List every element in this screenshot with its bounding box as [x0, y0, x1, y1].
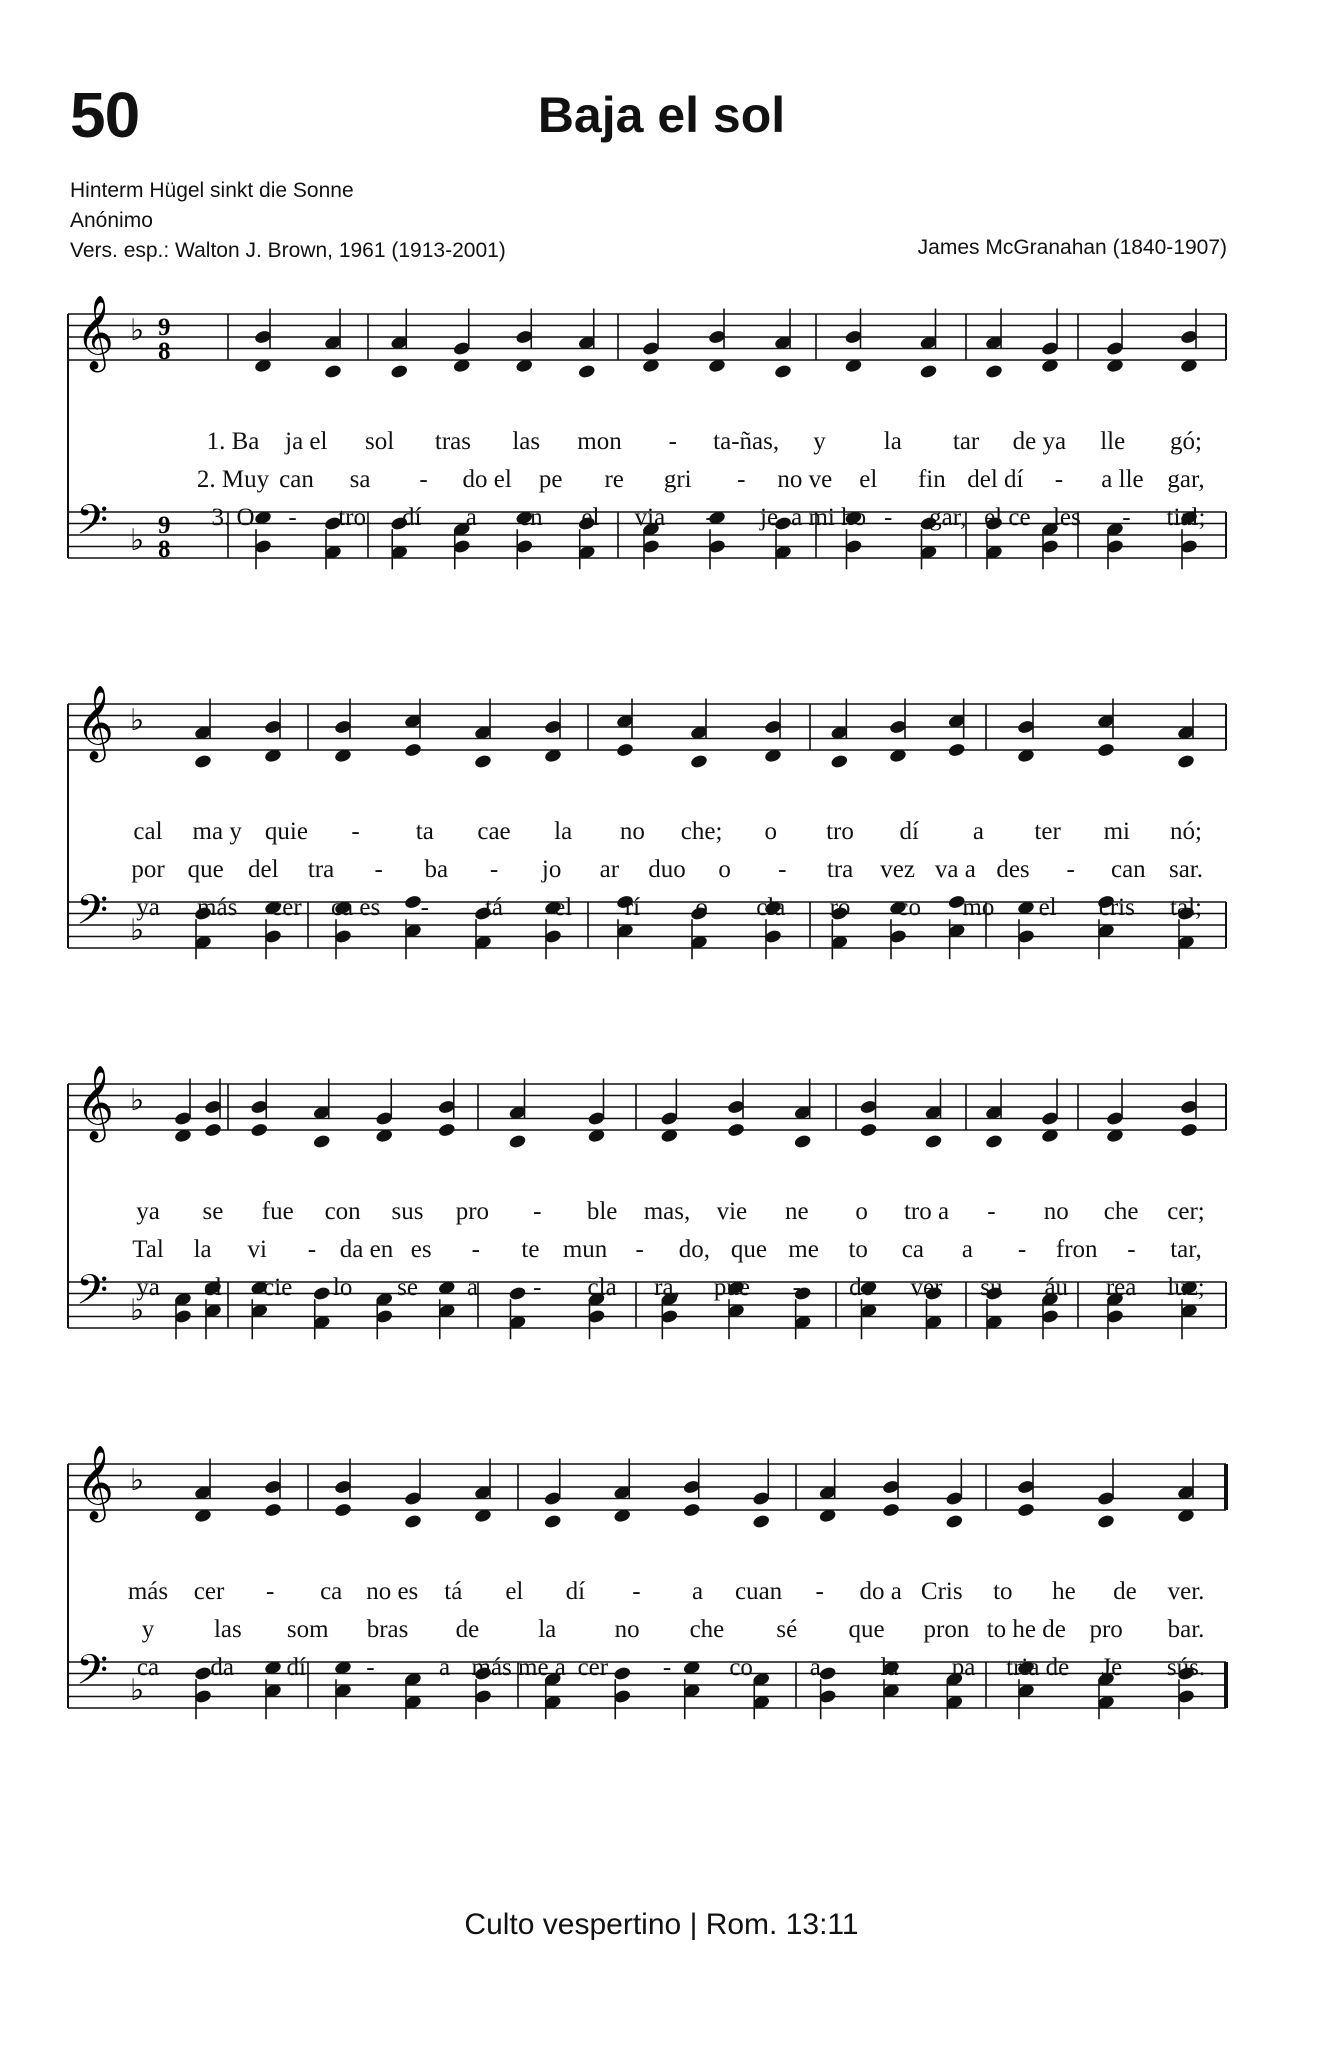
lyric-syllable: re — [604, 466, 624, 493]
treble-clef-icon: 𝄞 — [76, 296, 114, 370]
lyric-syllable: dí — [565, 1578, 586, 1605]
lyric-syllable: to he de — [986, 1616, 1066, 1643]
lyric-syllable: mas, — [643, 1198, 691, 1225]
lyric-syllable: gar, — [929, 504, 967, 531]
lyric-syllable: bras — [366, 1616, 409, 1643]
lyric-syllable: pue — [713, 1274, 750, 1301]
lyric-syllable: co — [729, 1654, 753, 1681]
footer-separator: | — [689, 1908, 698, 1941]
lyric-syllable: a — [809, 1654, 821, 1681]
lyric-syllable: de ya — [1012, 428, 1067, 455]
lyric-syllable: ta — [415, 818, 434, 845]
lyric-syllable: el — [581, 504, 600, 531]
lyric-syllable: sé — [776, 1616, 798, 1643]
notehead — [945, 1514, 964, 1530]
bass-clef-icon: 𝄢 — [76, 1646, 109, 1704]
lyric-syllable: - — [489, 856, 499, 883]
lyric-syllable: que — [187, 856, 224, 883]
lyric-syllable: cer — [577, 1654, 609, 1681]
flat-icon: ♭ — [130, 1463, 145, 1498]
lyric-syllable: 1. Ba — [206, 428, 260, 455]
lyric-syllable: tra — [307, 856, 335, 883]
lyric-syllable: la — [883, 428, 902, 455]
lyric-syllable: su — [980, 1274, 1003, 1301]
lyric-syllable: ca es — [330, 894, 381, 921]
lyric-syllable: sús. — [1166, 1654, 1206, 1681]
lyric-syllable: rea — [1105, 1274, 1137, 1301]
notehead — [774, 364, 793, 380]
notehead — [264, 1502, 283, 1518]
lyric-syllable: que — [730, 1236, 767, 1263]
bass-clef-icon: 𝄢 — [76, 496, 109, 554]
lyric-syllable: más me a — [471, 1654, 566, 1681]
lyric-syllable: - — [307, 1236, 317, 1263]
flat-icon: ♭ — [130, 703, 145, 738]
treble-clef-icon: 𝄞 — [76, 686, 114, 760]
lyric-syllable: ya — [136, 1198, 160, 1225]
lyric-syllable: tar — [952, 428, 980, 455]
lyric-syllable: mo — [962, 894, 995, 921]
lyric-syllable: fin — [917, 466, 946, 493]
lyric-syllable: pro — [455, 1198, 490, 1225]
original-title: Hinterm Hügel sinkt die Sonne — [70, 179, 354, 202]
lyric-syllable: - — [884, 504, 893, 531]
lyric-syllable: a mi ho — [791, 504, 867, 531]
lyric-syllable: da en — [339, 1236, 394, 1263]
lyric-syllable: cuan — [734, 1578, 783, 1605]
lyric-syllable: che — [689, 1616, 725, 1643]
lyrics-author: Anónimo — [70, 209, 153, 232]
lyric-syllable: el — [554, 894, 573, 921]
lyric-syllable: - — [533, 1274, 542, 1301]
lyric-syllable: mi — [1103, 818, 1130, 845]
lyric-syllable: do, — [678, 1236, 710, 1263]
lyric-syllable: o — [695, 894, 708, 921]
lyric-syllable: quie — [264, 818, 308, 845]
hymn-title: Baja el sol — [537, 87, 786, 143]
lyric-syllable: no — [614, 1616, 640, 1643]
lyric-syllable: - — [1017, 1236, 1027, 1263]
lyric-syllable: nó; — [1170, 818, 1202, 845]
composer-credit: James McGranahan (1840-1907) — [917, 236, 1227, 259]
lyric-syllable: vie — [716, 1198, 748, 1225]
lyric-syllable: - — [1054, 466, 1064, 493]
lyric-syllable: sar. — [1168, 856, 1204, 883]
music-system-4 — [68, 1446, 1226, 1800]
time-signature-bottom: 8 — [158, 338, 171, 365]
notehead — [830, 754, 849, 770]
lyric-syllable: de — [455, 1616, 480, 1643]
lyric-syllable: es — [410, 1236, 432, 1263]
lyric-syllable: el — [203, 1274, 222, 1301]
lyric-syllable: tial; — [1166, 504, 1206, 531]
lyric-syllable: - — [792, 1274, 801, 1301]
lyric-syllable: tra — [826, 856, 854, 883]
lyric-syllable: to — [993, 1578, 1013, 1605]
lyric-syllable: a — [466, 1274, 478, 1301]
notehead — [404, 1514, 423, 1530]
notehead — [985, 1134, 1004, 1150]
lyric-syllable: no — [619, 818, 645, 845]
lyric-syllable: el — [505, 1578, 524, 1605]
credits-block — [70, 176, 506, 266]
lyric-syllable: ma y — [192, 818, 242, 845]
hymn-number: 50 — [70, 79, 140, 151]
lyric-syllable: do el — [462, 466, 512, 493]
lyric-syllable: o — [764, 818, 778, 845]
lyric-syllable: - — [705, 504, 714, 531]
notehead — [543, 1514, 562, 1530]
lyric-syllable: - — [815, 1578, 824, 1605]
lyric-syllable: rí — [624, 894, 641, 921]
lyric-syllable: el — [859, 466, 878, 493]
lyric-syllable: la — [538, 1616, 557, 1643]
lyric-syllable: las — [213, 1616, 242, 1643]
lyric-syllable: tria de — [1006, 1654, 1070, 1681]
verse-line-1 — [68, 1198, 1226, 1234]
lyric-syllable: pe — [538, 466, 563, 493]
lyric-syllable: che — [1103, 1198, 1139, 1225]
lyric-syllable: lo — [332, 1274, 353, 1301]
notehead — [985, 364, 1004, 380]
verse-line-1 — [68, 1578, 1226, 1614]
lyric-syllable: más — [197, 894, 238, 921]
time-signature-bottom: 8 — [158, 536, 171, 563]
notehead — [437, 1122, 456, 1138]
lyric-syllable: som — [286, 1616, 329, 1643]
verse-line-1 — [68, 818, 1226, 854]
lyric-syllable: tras — [434, 428, 471, 455]
lyric-syllable: do — [849, 1274, 875, 1301]
lyric-syllable: se — [397, 1274, 418, 1301]
lyric-syllable: - — [419, 466, 428, 493]
lyric-syllable: - — [737, 466, 746, 493]
lyric-syllable: del dí — [967, 466, 1024, 493]
bass-clef-icon: 𝄢 — [76, 1266, 109, 1324]
notehead — [334, 1502, 353, 1518]
notehead — [474, 754, 493, 770]
lyric-syllable: cla — [756, 894, 786, 921]
lyric-syllable: con — [324, 1198, 361, 1225]
lyric-syllable: les — [1052, 504, 1081, 531]
lyric-syllable: tá — [484, 894, 504, 921]
verse-line-1 — [68, 428, 1226, 464]
lyric-syllable: - — [1122, 504, 1131, 531]
music-system-1 — [68, 296, 1226, 650]
lyric-syllable: ra, — [654, 1274, 680, 1301]
notehead — [919, 364, 938, 380]
lyric-syllable: dí — [286, 1654, 307, 1681]
lyric-syllable: ba — [424, 856, 449, 883]
lyric-syllable: lle — [1100, 428, 1126, 455]
lyric-syllable: vi — [247, 1236, 267, 1263]
lyric-syllable: a — [691, 1578, 704, 1605]
music-system-3 — [68, 1066, 1226, 1420]
lyric-syllable: - — [374, 856, 383, 883]
lyric-syllable: cie — [263, 1274, 293, 1301]
lyric-syllable: sus — [391, 1198, 424, 1225]
time-signature-top: 9 — [158, 512, 171, 539]
lyric-syllable: del — [248, 856, 279, 883]
lyric-syllable: ja el — [285, 428, 328, 455]
lyric-syllable: da — [210, 1654, 234, 1681]
lyric-syllable: ne — [784, 1198, 809, 1225]
lyric-syllable: cla — [587, 1274, 617, 1301]
flat-icon: ♭ — [130, 1673, 145, 1708]
lyric-syllable: cal — [133, 818, 163, 845]
lyric-syllable: ya — [136, 1274, 160, 1301]
notehead — [404, 742, 423, 758]
notehead — [752, 1514, 771, 1530]
lyric-syllable: ca — [320, 1578, 343, 1605]
notehead — [1097, 1514, 1116, 1530]
lyric-syllable: a — [961, 1236, 974, 1263]
lyric-syllable: cer; — [1167, 1198, 1205, 1225]
lyric-syllable: duo — [648, 856, 686, 883]
lyric-syllable: a lle — [1101, 466, 1144, 493]
lyric-syllable: ver. — [1167, 1578, 1205, 1605]
flat-icon: ♭ — [130, 523, 145, 558]
lyric-syllable: fue — [261, 1198, 294, 1225]
notehead — [947, 742, 966, 758]
lyric-syllable: - — [662, 1654, 672, 1681]
lyric-syllable: ta-ñas, — [713, 428, 780, 455]
footer — [0, 1908, 1323, 1942]
lyric-syllable: luz; — [1167, 1274, 1205, 1301]
verse-line-2 — [68, 466, 1226, 502]
verse-line-3 — [68, 504, 1226, 540]
lyric-syllable: gar, — [1167, 466, 1205, 493]
lyric-syllable: el — [1038, 894, 1057, 921]
lyric-syllable: via — [634, 504, 666, 531]
lyric-syllable: mon — [577, 428, 622, 455]
lyric-syllable: áu — [1044, 1274, 1069, 1301]
lyric-syllable: - — [635, 1236, 644, 1263]
lyric-syllable: fron — [1055, 1236, 1098, 1263]
verse-line-2 — [68, 1616, 1226, 1652]
lyric-syllable: do a — [859, 1578, 902, 1605]
lyric-syllable: - — [533, 1198, 542, 1225]
lyric-syllable: de — [1113, 1578, 1137, 1605]
lyric-syllable: - — [471, 1236, 480, 1263]
lyric-syllable: a — [465, 504, 477, 531]
notehead — [882, 1502, 901, 1518]
verse-line-3 — [68, 894, 1226, 930]
lyric-syllable: ar — [599, 856, 620, 883]
lyric-syllable: he — [1052, 1578, 1076, 1605]
lyric-syllable: pron — [923, 1616, 970, 1643]
lyric-syllable: 2. Muy — [196, 466, 270, 493]
lyric-syllable: - — [1127, 1236, 1136, 1263]
lyric-syllable: - — [632, 1578, 641, 1605]
lyric-syllable: tal; — [1170, 894, 1202, 921]
lyric-syllable: Je — [1101, 1654, 1123, 1681]
lyric-syllable: ver — [910, 1274, 943, 1301]
lyric-syllable: dí — [899, 818, 919, 845]
lyric-syllable: y — [813, 428, 826, 455]
lyric-syllable: ca — [901, 1236, 924, 1263]
verse-line-3 — [68, 1654, 1226, 1690]
notehead — [1017, 1502, 1036, 1518]
lyric-syllable: me — [788, 1236, 819, 1263]
lyric-syllable: la — [880, 1654, 899, 1681]
lyric-syllable: va a — [934, 856, 976, 883]
lyric-syllable: - — [987, 1198, 996, 1225]
lyric-syllable: che; — [680, 818, 723, 845]
lyric-syllable: sa — [349, 466, 371, 493]
lyric-syllable: pro — [1089, 1616, 1123, 1643]
lyric-syllable: cris — [1098, 894, 1135, 921]
lyric-syllable: - — [265, 1578, 275, 1605]
bass-clef-icon: 𝄢 — [76, 886, 109, 944]
footer-theme: Culto vespertino — [464, 1908, 682, 1941]
lyric-syllable: - — [366, 1654, 375, 1681]
lyric-syllable: Tal — [132, 1236, 164, 1263]
lyric-syllable: más — [127, 1578, 169, 1605]
treble-clef-icon: 𝄞 — [76, 1066, 114, 1140]
lyric-syllable: tro a — [903, 1198, 950, 1225]
notehead — [924, 1134, 943, 1150]
lyric-syllable: a — [972, 818, 984, 845]
notehead — [312, 1134, 331, 1150]
lyric-syllable: y — [141, 1616, 155, 1643]
lyric-syllable: se — [202, 1198, 224, 1225]
lyric-syllable: - — [778, 856, 787, 883]
lyric-syllable: vez — [880, 856, 916, 883]
music-system-2 — [68, 686, 1226, 1040]
lyric-syllable: que — [848, 1616, 885, 1643]
verse-line-3 — [68, 1274, 1226, 1310]
notehead — [204, 1122, 223, 1138]
lyric-syllable: 3. O — [211, 504, 255, 531]
lyric-syllable: tá — [444, 1578, 463, 1605]
lyric-syllable: o — [855, 1198, 868, 1225]
flat-icon: ♭ — [130, 913, 145, 948]
lyric-syllable: cer — [193, 1578, 225, 1605]
lyric-syllable: no ve — [777, 466, 833, 493]
notehead — [577, 364, 596, 380]
flat-icon: ♭ — [130, 1293, 145, 1328]
lyric-syllable: el ce — [984, 504, 1031, 531]
lyric-syllable: gri — [663, 466, 692, 493]
lyric-syllable: en — [519, 504, 543, 531]
notehead — [250, 1122, 269, 1138]
lyric-syllable: la — [554, 818, 573, 845]
lyric-syllable: des — [996, 856, 1030, 883]
lyric-syllable: ya — [136, 894, 160, 921]
treble-clef-icon: 𝄞 — [76, 1446, 114, 1520]
lyric-syllable: mun — [562, 1236, 608, 1263]
time-signature-top: 9 — [158, 314, 171, 341]
footer-reference: Rom. 13:11 — [705, 1908, 859, 1941]
notehead — [324, 364, 343, 380]
notehead — [390, 364, 409, 380]
lyric-syllable: gó; — [1170, 428, 1202, 455]
lyric-syllable: Cris — [920, 1578, 963, 1605]
lyric-syllable: sol — [365, 428, 395, 455]
lyric-syllable: can — [279, 466, 314, 493]
lyric-syllable: je — [760, 504, 779, 531]
notehead — [690, 754, 709, 770]
notehead — [1097, 742, 1116, 758]
lyric-syllable: ble — [586, 1198, 618, 1225]
lyric-syllable: can — [1110, 856, 1146, 883]
verse-line-2 — [68, 856, 1226, 892]
lyric-syllable: te — [521, 1236, 540, 1263]
lyric-syllable: jo — [541, 856, 562, 883]
notehead — [508, 1134, 527, 1150]
flat-icon: ♭ — [130, 1083, 145, 1118]
verse-line-2 — [68, 1236, 1226, 1272]
lyric-syllable: - — [288, 504, 297, 531]
lyric-syllable: cae — [477, 818, 511, 845]
lyric-syllable: tro — [338, 504, 367, 531]
lyric-syllable: o — [718, 856, 731, 883]
lyric-syllable: a — [439, 1654, 451, 1681]
notehead — [1177, 754, 1196, 770]
lyric-syllable: ter — [1034, 818, 1061, 845]
notehead — [793, 1134, 812, 1150]
lyric-syllable: pa — [951, 1654, 976, 1681]
lyric-syllable: dí — [401, 504, 422, 531]
lyric-syllable: cer — [271, 894, 302, 921]
lyric-syllable: no es — [366, 1578, 419, 1605]
notehead — [616, 742, 635, 758]
lyric-syllable: tar, — [1170, 1236, 1202, 1263]
lyric-syllable: to — [848, 1236, 868, 1263]
lyric-syllable: tro — [826, 818, 854, 845]
notehead — [682, 1502, 701, 1518]
notehead — [859, 1122, 878, 1138]
lyric-syllable: co — [897, 894, 921, 921]
lyric-syllable: - — [351, 818, 360, 845]
lyric-syllable: la — [193, 1236, 212, 1263]
flat-icon: ♭ — [130, 313, 145, 348]
lyric-syllable: - — [420, 894, 429, 921]
notehead — [1180, 1122, 1199, 1138]
lyric-syllable: - — [668, 428, 678, 455]
lyric-syllable: las — [512, 428, 541, 455]
lyric-syllable: por — [131, 856, 165, 883]
notehead — [194, 754, 213, 770]
lyric-syllable: ro — [829, 894, 851, 921]
lyric-syllable: bar. — [1167, 1616, 1205, 1643]
lyric-syllable: no — [1043, 1198, 1069, 1225]
lyric-syllable: ca — [136, 1654, 160, 1681]
lyric-syllable: - — [1066, 856, 1075, 883]
translator-credit: Vers. esp.: Walton J. Brown, 1961 (1913-2001) — [70, 239, 506, 262]
notehead — [727, 1122, 746, 1138]
